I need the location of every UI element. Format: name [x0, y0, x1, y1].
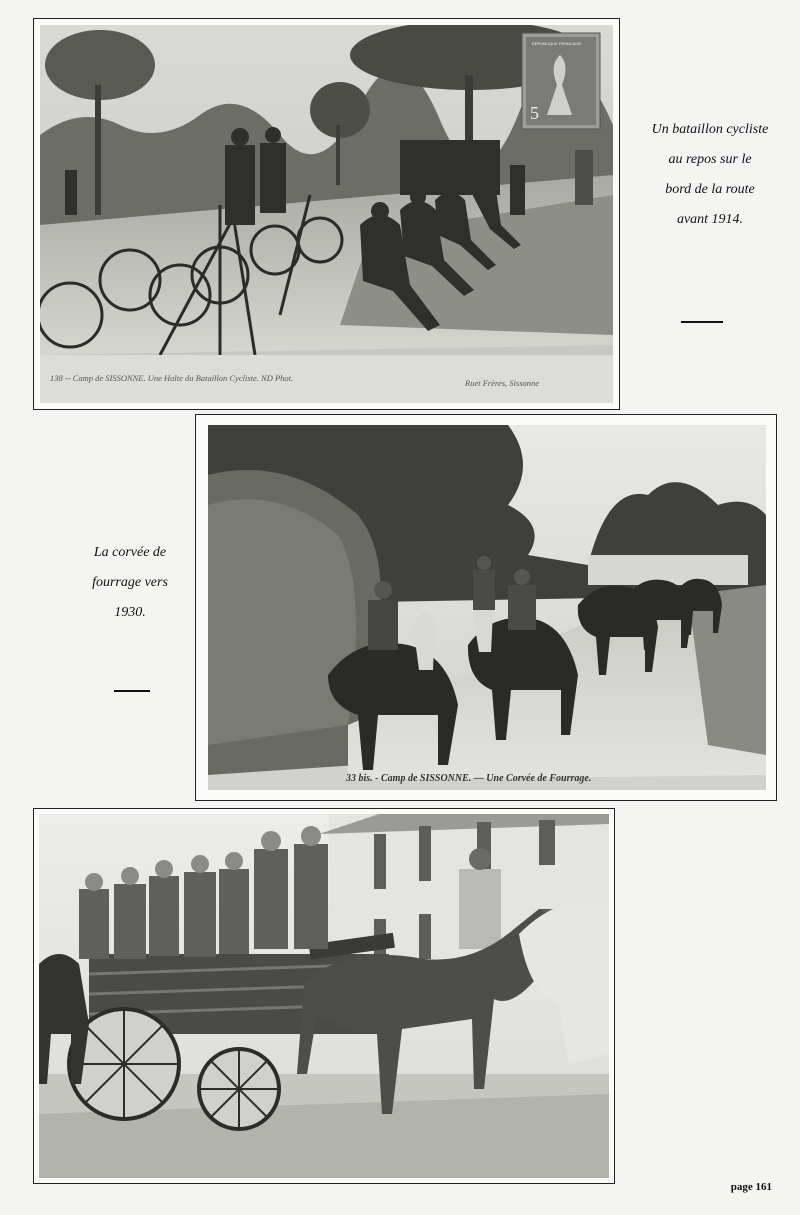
- caption-line: Un bataillon cycliste: [651, 122, 769, 137]
- stamp-value: 5: [530, 103, 539, 123]
- caption-line: La corvée de: [93, 545, 167, 560]
- postcard-photo-wagon: [39, 814, 609, 1178]
- photo-frame-3: [33, 808, 615, 1184]
- caption-divider-2: [114, 690, 150, 692]
- caption-line: avant 1914.: [676, 212, 744, 227]
- caption-line: bord de la route: [665, 182, 755, 197]
- photo-wagon-scene: [39, 814, 609, 1178]
- caption-forage-duty: [50, 538, 210, 628]
- postage-stamp: [522, 33, 600, 129]
- photo-frame-2: [195, 414, 777, 801]
- caption-bicycle-battalion: [625, 115, 795, 235]
- photo-bicycle-scene: [40, 25, 613, 403]
- photo-forage-scene: [208, 425, 766, 790]
- card-caption: 33 bis. - Camp de SISSONNE. — Une Corvée de Fourrage.: [346, 773, 592, 784]
- caption-line: fourrage vers: [92, 575, 168, 590]
- card-caption-left: 138 -- Camp de SISSONNE. Une Halte du Bataillon Cycliste. ND Phot.: [50, 373, 294, 383]
- caption-divider-1: [681, 321, 723, 323]
- stamp-text: REPUBLIQUE FRANCAISE: [532, 41, 582, 46]
- page-number: page 161: [730, 1181, 772, 1193]
- photo-frame-1: [33, 18, 620, 410]
- postcard-photo-forage-duty: [208, 425, 766, 790]
- card-caption-right: Ruet Frères, Sissonne: [465, 378, 540, 388]
- caption-line: au repos sur le: [668, 152, 752, 167]
- postcard-photo-bicycle-battalion: [40, 25, 613, 403]
- caption-line: 1930.: [114, 605, 146, 620]
